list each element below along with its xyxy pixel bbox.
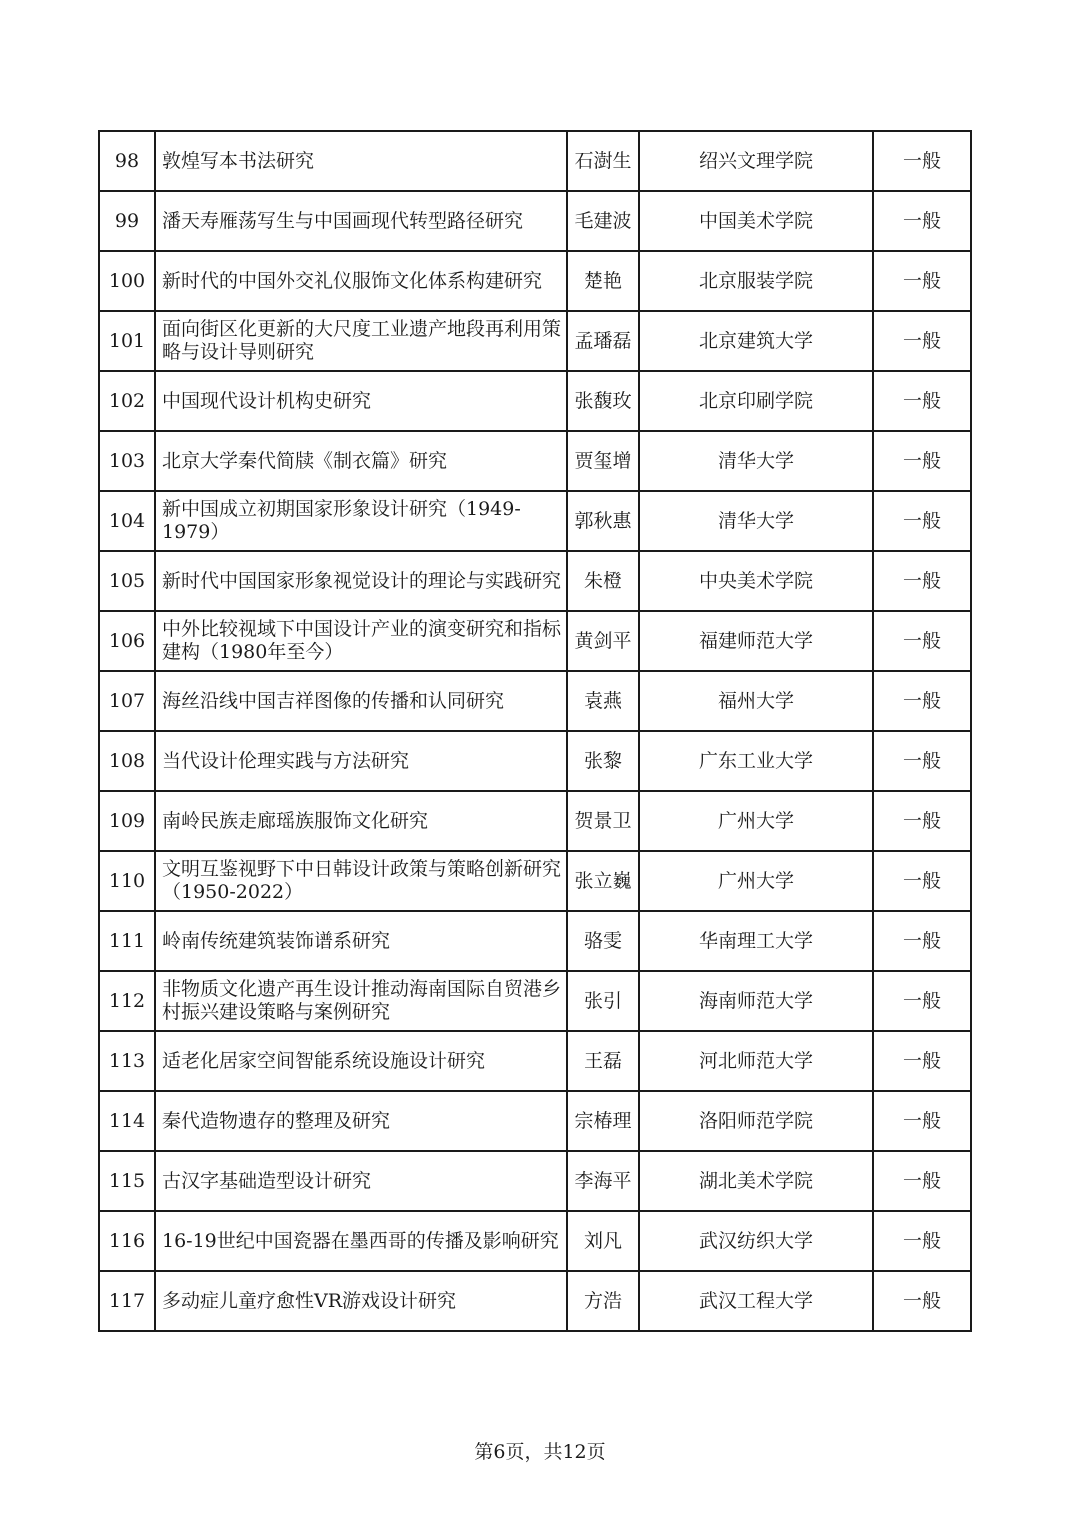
institution-name: 武汉工程大学 <box>639 1271 873 1331</box>
applicant-name: 方浩 <box>567 1271 639 1331</box>
table-row <box>99 131 971 191</box>
institution-name: 河北师范大学 <box>639 1031 873 1091</box>
institution-name: 北京建筑大学 <box>639 311 873 371</box>
project-title: 16-19世纪中国瓷器在墨西哥的传播及影响研究 <box>155 1211 567 1271</box>
project-title: 中国现代设计机构史研究 <box>155 371 567 431</box>
project-type: 一般 <box>873 1091 971 1151</box>
project-title: 北京大学秦代简牍《制衣篇》研究 <box>155 431 567 491</box>
project-title: 新时代中国国家形象视觉设计的理论与实践研究 <box>155 551 567 611</box>
project-type: 一般 <box>873 671 971 731</box>
institution-name: 中国美术学院 <box>639 191 873 251</box>
project-type: 一般 <box>873 911 971 971</box>
project-type: 一般 <box>873 1151 971 1211</box>
row-number: 117 <box>99 1271 155 1331</box>
project-type: 一般 <box>873 791 971 851</box>
project-title: 岭南传统建筑装饰谱系研究 <box>155 911 567 971</box>
row-number: 111 <box>99 911 155 971</box>
institution-name: 北京印刷学院 <box>639 371 873 431</box>
project-type: 一般 <box>873 611 971 671</box>
institution-name: 武汉纺织大学 <box>639 1211 873 1271</box>
institution-name: 绍兴文理学院 <box>639 131 873 191</box>
project-type: 一般 <box>873 1271 971 1331</box>
institution-name: 北京服装学院 <box>639 251 873 311</box>
applicant-name: 王磊 <box>567 1031 639 1091</box>
project-title: 新中国成立初期国家形象设计研究（1949-1979） <box>155 491 567 551</box>
applicant-name: 张立巍 <box>567 851 639 911</box>
table-row <box>99 491 971 551</box>
row-number: 99 <box>99 191 155 251</box>
institution-name: 福建师范大学 <box>639 611 873 671</box>
row-number: 102 <box>99 371 155 431</box>
applicant-name: 郭秋惠 <box>567 491 639 551</box>
applicant-name: 黄剑平 <box>567 611 639 671</box>
row-number: 112 <box>99 971 155 1031</box>
row-number: 110 <box>99 851 155 911</box>
table-row <box>99 431 971 491</box>
applicant-name: 贺景卫 <box>567 791 639 851</box>
project-table <box>98 130 972 1332</box>
table-row <box>99 1151 971 1211</box>
row-number: 107 <box>99 671 155 731</box>
project-title: 中外比较视域下中国设计产业的演变研究和指标建构（1980年至今） <box>155 611 567 671</box>
row-number: 100 <box>99 251 155 311</box>
project-type: 一般 <box>873 1031 971 1091</box>
project-type: 一般 <box>873 311 971 371</box>
institution-name: 中央美术学院 <box>639 551 873 611</box>
row-number: 109 <box>99 791 155 851</box>
project-title: 古汉字基础造型设计研究 <box>155 1151 567 1211</box>
row-number: 114 <box>99 1091 155 1151</box>
row-number: 116 <box>99 1211 155 1271</box>
row-number: 103 <box>99 431 155 491</box>
project-type: 一般 <box>873 851 971 911</box>
table-row <box>99 791 971 851</box>
applicant-name: 张引 <box>567 971 639 1031</box>
project-type: 一般 <box>873 1211 971 1271</box>
project-title: 南岭民族走廊瑶族服饰文化研究 <box>155 791 567 851</box>
institution-name: 清华大学 <box>639 491 873 551</box>
project-type: 一般 <box>873 131 971 191</box>
table-row <box>99 191 971 251</box>
project-type: 一般 <box>873 371 971 431</box>
project-type: 一般 <box>873 551 971 611</box>
applicant-name: 楚艳 <box>567 251 639 311</box>
applicant-name: 宗椿理 <box>567 1091 639 1151</box>
table-row <box>99 911 971 971</box>
row-number: 108 <box>99 731 155 791</box>
applicant-name: 毛建波 <box>567 191 639 251</box>
row-number: 98 <box>99 131 155 191</box>
table-row <box>99 371 971 431</box>
project-type: 一般 <box>873 251 971 311</box>
project-type: 一般 <box>873 431 971 491</box>
row-number: 113 <box>99 1031 155 1091</box>
applicant-name: 石澍生 <box>567 131 639 191</box>
institution-name: 广州大学 <box>639 851 873 911</box>
institution-name: 洛阳师范学院 <box>639 1091 873 1151</box>
table-row <box>99 671 971 731</box>
row-number: 106 <box>99 611 155 671</box>
table-row <box>99 251 971 311</box>
row-number: 105 <box>99 551 155 611</box>
project-title: 海丝沿线中国吉祥图像的传播和认同研究 <box>155 671 567 731</box>
table-row <box>99 1031 971 1091</box>
page-footer: 第6页，共12页 <box>474 1441 606 1463</box>
row-number: 104 <box>99 491 155 551</box>
table-row <box>99 731 971 791</box>
row-number: 115 <box>99 1151 155 1211</box>
project-title: 潘天寿雁荡写生与中国画现代转型路径研究 <box>155 191 567 251</box>
applicant-name: 孟璠磊 <box>567 311 639 371</box>
table-row <box>99 1091 971 1151</box>
table-row <box>99 971 971 1031</box>
applicant-name: 刘凡 <box>567 1211 639 1271</box>
institution-name: 海南师范大学 <box>639 971 873 1031</box>
applicant-name: 骆雯 <box>567 911 639 971</box>
project-title: 秦代造物遗存的整理及研究 <box>155 1091 567 1151</box>
project-title: 文明互鉴视野下中日韩设计政策与策略创新研究（1950-2022） <box>155 851 567 911</box>
table-row <box>99 551 971 611</box>
table-row <box>99 1271 971 1331</box>
applicant-name: 张馥玫 <box>567 371 639 431</box>
project-title: 面向街区化更新的大尺度工业遗产地段再利用策略与设计导则研究 <box>155 311 567 371</box>
institution-name: 湖北美术学院 <box>639 1151 873 1211</box>
applicant-name: 张黎 <box>567 731 639 791</box>
project-type: 一般 <box>873 971 971 1031</box>
table-row <box>99 311 971 371</box>
project-title: 多动症儿童疗愈性VR游戏设计研究 <box>155 1271 567 1331</box>
table-row <box>99 611 971 671</box>
project-type: 一般 <box>873 191 971 251</box>
applicant-name: 袁燕 <box>567 671 639 731</box>
project-type: 一般 <box>873 491 971 551</box>
project-title: 敦煌写本书法研究 <box>155 131 567 191</box>
project-title: 新时代的中国外交礼仪服饰文化体系构建研究 <box>155 251 567 311</box>
institution-name: 广州大学 <box>639 791 873 851</box>
project-type: 一般 <box>873 731 971 791</box>
table-row <box>99 1211 971 1271</box>
table-row <box>99 851 971 911</box>
applicant-name: 李海平 <box>567 1151 639 1211</box>
institution-name: 福州大学 <box>639 671 873 731</box>
project-title: 非物质文化遗产再生设计推动海南国际自贸港乡村振兴建设策略与案例研究 <box>155 971 567 1031</box>
row-number: 101 <box>99 311 155 371</box>
project-title: 当代设计伦理实践与方法研究 <box>155 731 567 791</box>
project-title: 适老化居家空间智能系统设施设计研究 <box>155 1031 567 1091</box>
applicant-name: 贾玺增 <box>567 431 639 491</box>
institution-name: 广东工业大学 <box>639 731 873 791</box>
institution-name: 华南理工大学 <box>639 911 873 971</box>
applicant-name: 朱橙 <box>567 551 639 611</box>
institution-name: 清华大学 <box>639 431 873 491</box>
